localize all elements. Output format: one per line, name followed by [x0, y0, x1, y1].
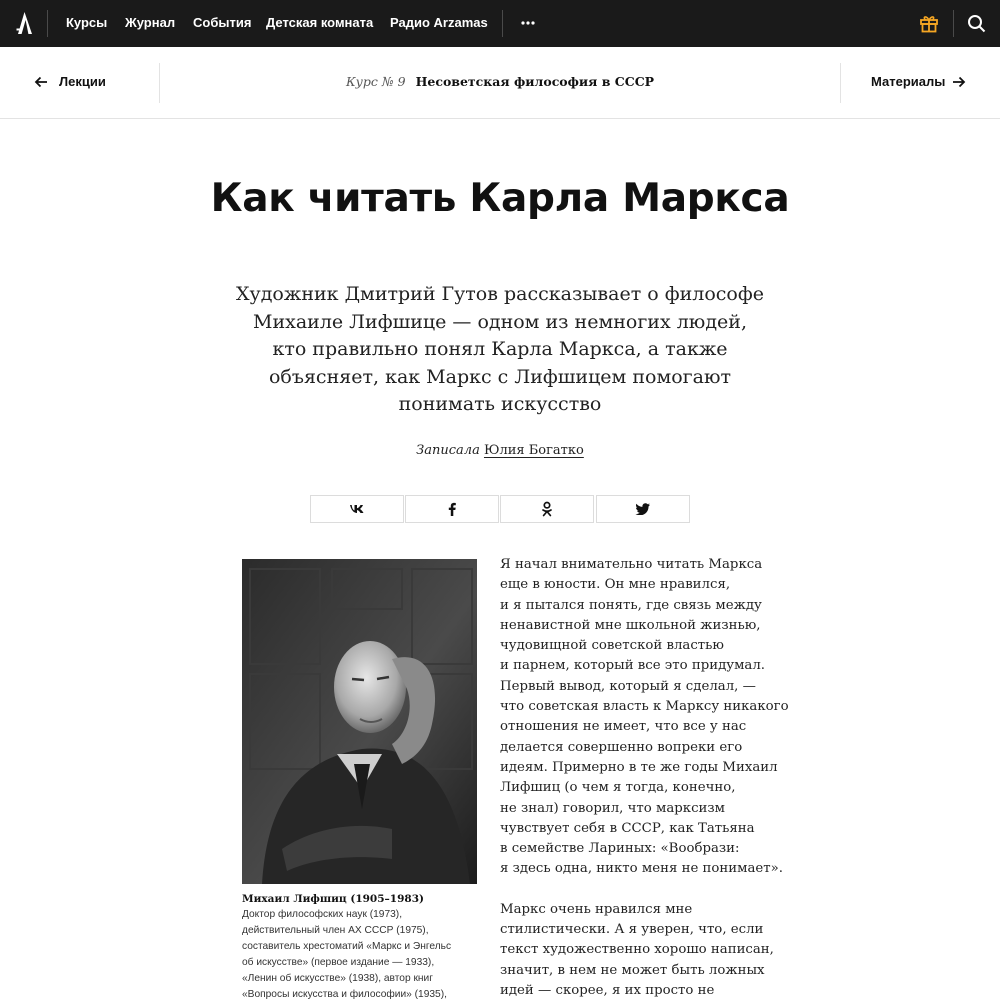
body-line: Маркс очень нравился мне: [500, 901, 693, 917]
portrait-photo: [242, 559, 477, 884]
body-line: я здесь одна, никто меня не понимает».: [500, 861, 783, 877]
body-line: идеям. Примерно в те же годы Михаил: [500, 759, 778, 775]
course-bar-divider: [840, 63, 841, 103]
lectures-label: Лекции: [59, 74, 106, 89]
article-body: [500, 555, 789, 1000]
arrow-right-icon: [952, 75, 966, 89]
body-line: Я начал внимательно читать Маркса: [500, 557, 763, 572]
caption-line: Доктор философских наук (1973),: [242, 909, 403, 920]
paragraph-gap: [500, 880, 770, 900]
body-line: ненавистной мне школьной жизнью,: [500, 617, 761, 633]
article-subtitle: Художник Дмитрий Гутов рассказывает о философе Михаиле Лифшице — одном из немногих людей, кто правильно понял Карла Маркса, а также объясняет, как Маркс с Лифшицем помогают понимать искусство: [236, 283, 764, 415]
body-line: и парнем, который все это придумал.: [500, 658, 766, 674]
caption-line: составитель хрестоматий «Маркс и Энгельс: [242, 941, 452, 952]
nav-events[interactable]: События: [193, 15, 252, 30]
body-line: значит, в нем не может быть ложных: [500, 962, 765, 978]
nav-courses[interactable]: Курсы: [66, 15, 108, 30]
search-icon[interactable]: [967, 14, 986, 33]
share-twitter-button[interactable]: [596, 495, 690, 523]
nav-radio[interactable]: Радио Arzamas: [390, 15, 488, 30]
caption-line: «Вопросы искусства и философии» (1935),: [242, 989, 447, 1000]
byline-author-link[interactable]: Юлия Богатко: [483, 443, 584, 458]
facebook-icon: [447, 502, 457, 516]
nav-divider: [502, 10, 503, 37]
nav-divider: [47, 10, 48, 37]
body-line: в семействе Лариных: «Вообрази:: [500, 841, 740, 857]
course-heading: [160, 74, 840, 89]
body-line: делается совершенно вопреки его: [500, 739, 743, 755]
top-navbar: [0, 0, 1000, 47]
arrow-left-icon: [34, 75, 48, 89]
course-title-link[interactable]: Несоветская философия в СССР: [415, 74, 655, 89]
body-line: не знал) говорил, что марксизм: [500, 800, 725, 816]
vk-icon: [349, 503, 365, 515]
nav-divider: [953, 10, 954, 37]
caption-line: «Ленин об искусстве» (1938), автор книг: [242, 973, 433, 984]
materials-label: Материалы: [871, 74, 946, 89]
share-odnoklassniki-button[interactable]: [500, 495, 594, 523]
share-vk-button[interactable]: [310, 495, 404, 523]
body-line: и я пытался понять, где связь между: [500, 597, 762, 613]
body-line: Лифшиц (о чем я тогда, конечно,: [500, 780, 736, 796]
caption-line: действительный член АХ СССР (1975),: [242, 925, 429, 936]
body-line: идей — скорее, я их просто не: [500, 982, 715, 998]
byline: [300, 443, 700, 458]
caption-line: об искусстве» (первое издание — 1933),: [242, 957, 435, 968]
materials-link[interactable]: [871, 73, 971, 93]
byline-role: Записала: [416, 443, 480, 458]
body-line: чудовищной советской властью: [500, 638, 724, 654]
body-line: что советская власть к Марксу никакого: [500, 699, 789, 715]
caption-name: Михаил Лифшиц (1905–1983): [242, 893, 424, 905]
odnoklassniki-icon: [541, 501, 553, 517]
body-line: отношения не имеет, что все у нас: [500, 719, 747, 735]
arzamas-logo-icon[interactable]: [15, 11, 35, 35]
photo-caption: [242, 891, 482, 1000]
body-line: стилистически. А я уверен, что, если: [500, 922, 764, 938]
body-line: еще в юности. Он мне нравился,: [500, 577, 731, 593]
course-number: Курс № 9: [345, 74, 406, 89]
gift-icon[interactable]: [919, 13, 939, 33]
article-title: Как читать Карла Маркса: [210, 176, 790, 221]
nav-journal[interactable]: Журнал: [125, 15, 176, 30]
share-facebook-button[interactable]: [405, 495, 499, 523]
body-line: Первый вывод, который я сделал, —: [500, 678, 756, 694]
body-line: чувствует себя в СССР, как Татьяна: [500, 820, 755, 836]
more-dots-icon[interactable]: [520, 14, 536, 30]
body-line: текст художественно хорошо написан,: [500, 942, 774, 958]
course-bar: [0, 47, 1000, 119]
twitter-icon: [636, 503, 651, 515]
nav-kids-room[interactable]: Детская комната: [266, 15, 374, 30]
